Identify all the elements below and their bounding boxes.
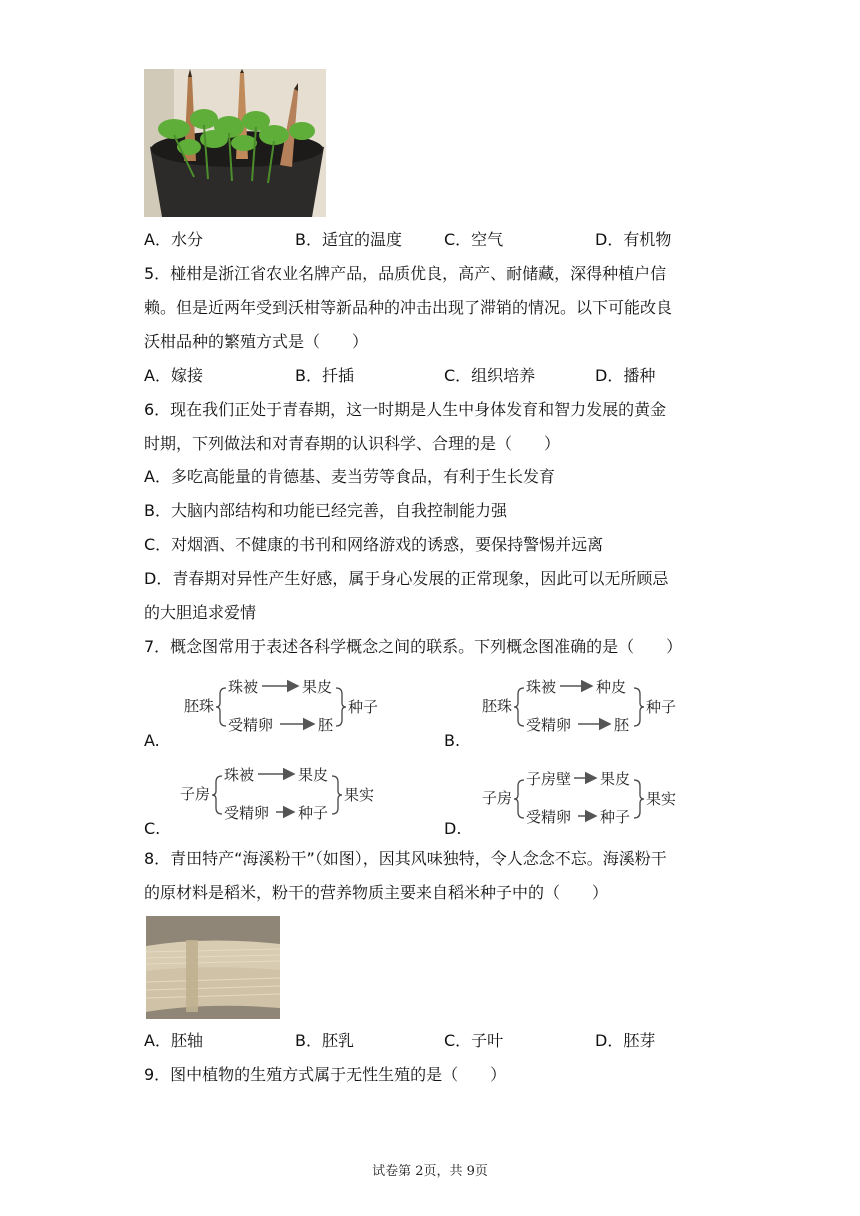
q8-stem-line-2: 的原材料是稻米，粉干的营养物质主要来自稻米种子中的（ ） bbox=[144, 883, 609, 902]
q5-option-d[interactable]: D．播种 bbox=[595, 366, 656, 385]
q8-option-b[interactable]: B．胚乳 bbox=[295, 1031, 354, 1050]
q7-option-a-label[interactable]: A. bbox=[144, 731, 160, 750]
diagram-top-to: 果皮 bbox=[600, 770, 631, 788]
diagram-top-to: 种皮 bbox=[596, 678, 627, 696]
q5-option-a[interactable]: A．嫁接 bbox=[144, 366, 203, 385]
seedling-pot-photo bbox=[144, 69, 326, 217]
q7-diagram-c bbox=[176, 760, 396, 834]
q6-option-a[interactable]: A．多吃高能量的肯德基、麦当劳等食品，有利于生长发育 bbox=[144, 467, 555, 486]
q6-option-d-continued: 的大胆追求爱情 bbox=[144, 603, 257, 622]
q4-option-a[interactable]: A．水分 bbox=[144, 230, 203, 249]
diagram-top-from: 子房壁 bbox=[526, 770, 572, 788]
q8-stem-line-1: 8．青田特产“海溪粉干”（如图），因其风味独特，令人念念不忘。海溪粉干 bbox=[144, 849, 667, 868]
rice-noodle-photo bbox=[146, 916, 280, 1019]
diagram-result: 果实 bbox=[344, 786, 375, 804]
q9-stem: 9．图中植物的生殖方式属于无性生殖的是（ ） bbox=[144, 1065, 507, 1084]
q7-option-b-label[interactable]: B. bbox=[444, 731, 461, 750]
diagram-bottom-to: 种子 bbox=[600, 808, 631, 826]
diagram-bottom-to: 胚 bbox=[614, 716, 630, 734]
q7-option-c-label[interactable]: C. bbox=[144, 819, 161, 838]
diagram-root: 胚珠 bbox=[184, 697, 215, 715]
diagram-root: 子房 bbox=[180, 785, 211, 803]
q4-option-b[interactable]: B．适宜的温度 bbox=[295, 230, 402, 249]
diagram-bottom-to: 种子 bbox=[298, 804, 329, 822]
q5-stem-line-2: 赖。但是近两年受到沃柑等新品种的冲击出现了滞销的情况。以下可能改良 bbox=[144, 298, 673, 317]
diagram-result: 种子 bbox=[646, 698, 677, 716]
diagram-root: 胚珠 bbox=[482, 697, 513, 715]
q8-option-a[interactable]: A．胚轴 bbox=[144, 1031, 203, 1050]
page-footer: 试卷第 2页，共 9页 bbox=[372, 1164, 488, 1179]
q4-option-d[interactable]: D．有机物 bbox=[595, 230, 672, 249]
q4-option-c[interactable]: C．空气 bbox=[444, 230, 504, 249]
diagram-bottom-to: 胚 bbox=[318, 716, 334, 734]
diagram-top-from: 珠被 bbox=[526, 678, 557, 696]
q8-option-c[interactable]: C．子叶 bbox=[444, 1031, 504, 1050]
diagram-bottom-from: 受精卵 bbox=[526, 808, 572, 826]
q7-diagram-d bbox=[478, 764, 698, 838]
q5-stem-line-3: 沃柑品种的繁殖方式是（ ） bbox=[144, 332, 369, 351]
diagram-root: 子房 bbox=[482, 789, 513, 807]
q7-stem: 7．概念图常用于表述各科学概念之间的联系。下列概念图准确的是（ ） bbox=[144, 637, 683, 656]
q6-option-c[interactable]: C．对烟酒、不健康的书刊和网络游戏的诱惑，要保持警惕并远离 bbox=[144, 535, 604, 554]
q5-stem-line-1: 5．椪柑是浙江省农业名牌产品，品质优良，高产、耐储藏，深得种植户信 bbox=[144, 264, 667, 283]
q6-stem-line-1: 6．现在我们正处于青春期，这一时期是人生中身体发育和智力发展的黄金 bbox=[144, 400, 667, 419]
q8-option-d[interactable]: D．胚芽 bbox=[595, 1031, 656, 1050]
diagram-result: 种子 bbox=[348, 698, 379, 716]
q6-option-b[interactable]: B．大脑内部结构和功能已经完善，自我控制能力强 bbox=[144, 501, 507, 520]
diagram-bottom-from: 受精卵 bbox=[224, 804, 270, 822]
q6-option-d[interactable]: D．青春期对异性产生好感，属于身心发展的正常现象，因此可以无所顾忌 bbox=[144, 569, 669, 588]
diagram-bottom-from: 受精卵 bbox=[228, 716, 274, 734]
q7-diagram-b bbox=[478, 672, 698, 746]
diagram-result: 果实 bbox=[646, 790, 677, 808]
diagram-top-to: 果皮 bbox=[302, 678, 333, 696]
diagram-top-from: 珠被 bbox=[224, 766, 255, 784]
q5-option-c[interactable]: C．组织培养 bbox=[444, 366, 536, 385]
diagram-top-from: 珠被 bbox=[228, 678, 259, 696]
diagram-top-to: 果皮 bbox=[298, 766, 329, 784]
q7-option-d-label[interactable]: D. bbox=[444, 819, 462, 838]
q5-option-b[interactable]: B．扦插 bbox=[295, 366, 354, 385]
q7-diagram-a bbox=[180, 672, 400, 746]
diagram-bottom-from: 受精卵 bbox=[526, 716, 572, 734]
q6-stem-line-2: 时期，下列做法和对青春期的认识科学、合理的是（ ） bbox=[144, 434, 561, 453]
